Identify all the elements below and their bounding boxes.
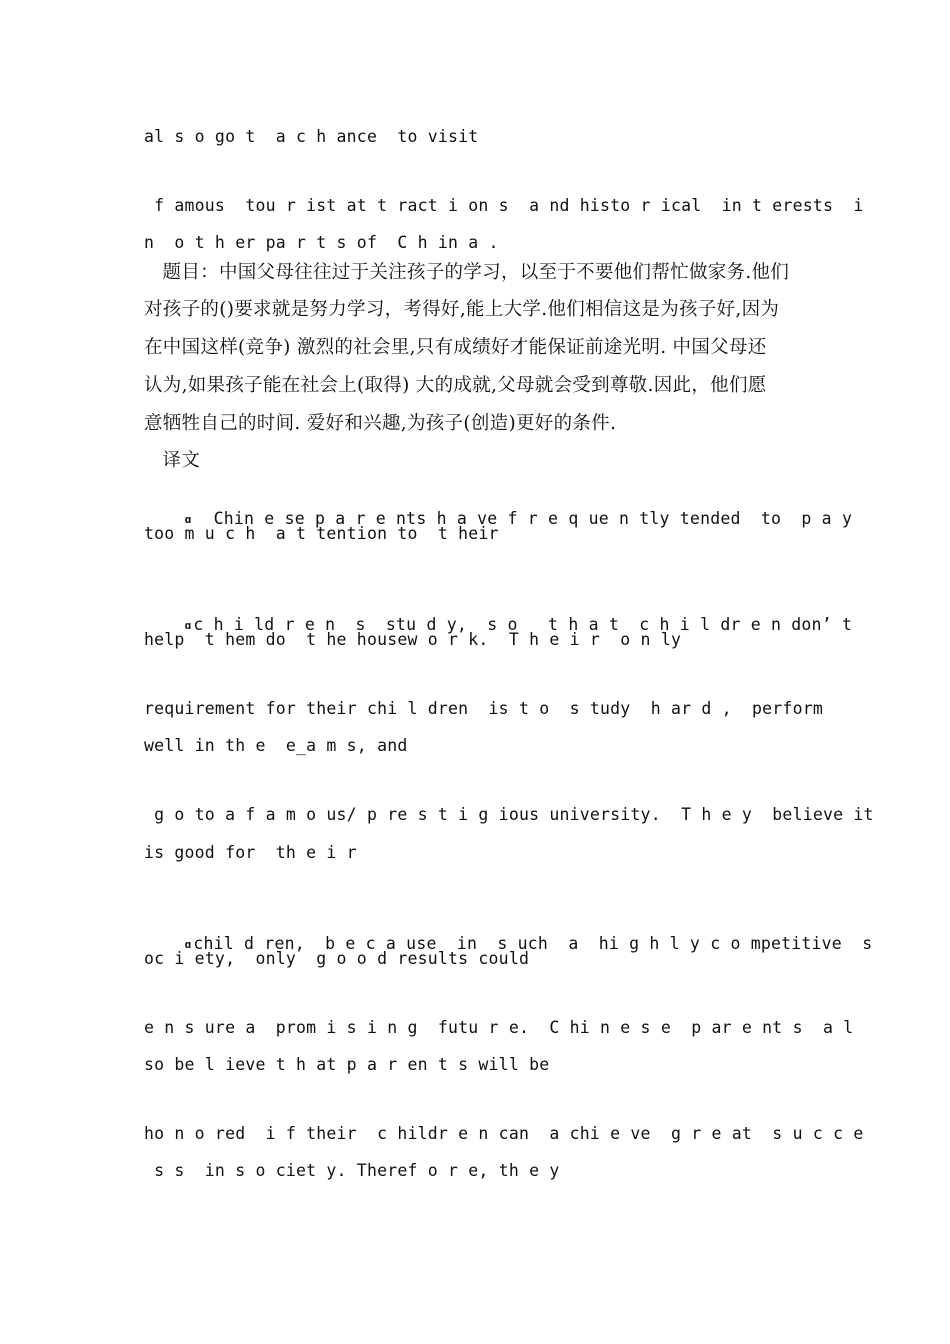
text-line: al s o go t a c h ance to visit [144,127,479,146]
translation-text: Chin e se p a r e nts h a ve f r e q ue n tly tended to p a y [193,509,853,528]
translation-line: too m u c h a t tention to t heir [144,524,499,543]
chinese-line: 认为,如果孩子能在社会上(取得) 大的成就,父母就会受到尊敬.因此，他们愿 [144,375,767,396]
translation-text: chil d ren, b e c a use in s uch a hi g h l y c o mpetitive s [193,934,873,953]
translation-text: c h i ld r e n s stu d y, s o t h a t c h i l dr e n don’ t [193,615,853,634]
translation-line: well in th e e_a m s, and [144,736,408,755]
translation-line: s s in s o ciet y. Theref o r e, th e y [144,1161,560,1180]
translation-line: is good for th e i r [144,843,357,862]
bullet-icon: ɑ [184,513,192,526]
bullet-icon: ɑ [184,938,192,951]
chinese-line: 在中国这样(竞争) 激烈的社会里,只有成绩好才能保证前途光明. 中国父母还 [144,337,767,358]
translation-line: e n s ure a prom i s i n g futu r e. C hi n e s e p ar e nt s a l [144,1018,854,1037]
translation-line: requirement for their chi l dren is t o s tudy h ar d , perform [144,699,823,718]
translation-line: g o to a f a m o us/ p re s t i g ious university. T h e y believe it [144,805,874,824]
text-line: f amous tou r ist at t ract i on s a nd histo r ical in t erests i [144,196,864,215]
bullet-icon: ɑ [184,619,192,632]
chinese-line: 对孩子的()要求就是努力学习，考得好,能上大学.他们相信这是为孩子好,因为 [144,299,780,320]
translation-line: oc i ety, only g o o d results could [144,949,530,968]
chinese-line: 意牺牲自己的时间. 爱好和兴趣,为孩子(创造)更好的条件. [144,413,617,434]
translation-label: 译文 [144,450,201,471]
text-line: n o t h er pa r t s of C h in a . [144,233,499,252]
chinese-line: 题目：中国父母往往过于关注孩子的学习，以至于不要他们帮忙做家务.他们 [144,262,790,283]
translation-line: help t hem do t he housew o r k. T h e i r o n ly [144,630,682,649]
translation-line: ho n o red i f their c hildr e n can a chi e ve g r e at s u c c e [144,1124,864,1143]
translation-line: so be l ieve t h at p a r en t s will be [144,1055,550,1074]
